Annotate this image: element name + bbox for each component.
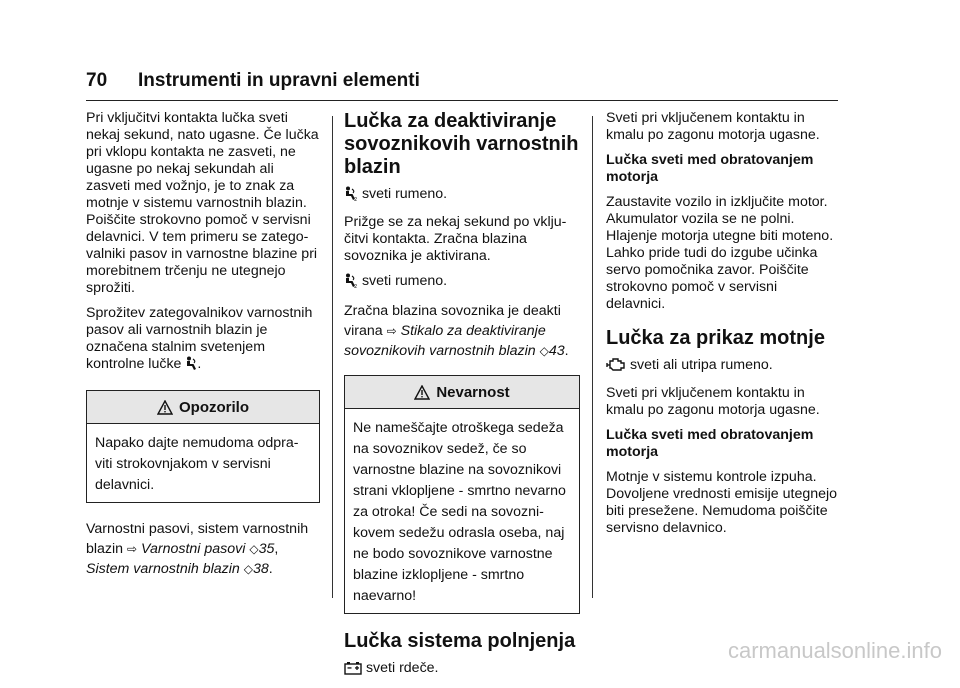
paragraph: Sprožitev zategovalnikov varnostnih pasov ali varnostnih blazin je označena stalnim svetenjem kontrolne lučke . <box>86 305 320 376</box>
watermark: carmanualsonline.info <box>727 638 942 663</box>
page-arrow-icon: ◇ <box>243 562 253 576</box>
paragraph: Sveti pri vključenem kontaktu in kmalu po zagonu motorja ugasne. <box>606 110 820 143</box>
column-divider <box>592 116 593 598</box>
column-divider <box>332 116 333 598</box>
svg-text:2: 2 <box>354 284 358 288</box>
subheading: Lučka sveti med obratovanjem motorja <box>606 427 814 460</box>
paragraph: sveti ali utripa rumeno. <box>606 357 840 377</box>
section-heading: Lučka za prikaz motnje <box>606 327 825 349</box>
passenger-airbag-icon <box>344 273 358 293</box>
airbag-seat-icon <box>185 356 197 376</box>
column-2 <box>344 110 580 688</box>
danger-box <box>344 375 580 614</box>
page-arrow-icon: ◇ <box>539 344 549 358</box>
paragraph: Zaustavite vozilo in izključite motor. Akumulator vozila se ne polni. Hlajenje motorja utegne biti moteno. Lahko pride tudi do izgube učinka servo pomočnika zavor. Poiščite strokovno pomoč v servisni delavnici. <box>606 194 834 312</box>
paragraph: 2 sveti rumeno. <box>344 273 580 293</box>
page-arrow-icon: ◇ <box>249 542 259 556</box>
column-3 <box>606 110 840 545</box>
danger-text: Ne nameščajte otroškega sedeža na sovoznikov sedež, če so varnostne blazine na sovoznikovi strani vklopljene - smrtno nevarno za otroka! Če sedi na sovoznikovem sedežu odrasla oseba, naj ne bodo sovoznikove varnostne blazine izklopljene - smrtno naevarno! <box>353 420 566 604</box>
reference-link[interactable]: Varnostni pasovi <box>141 541 246 557</box>
page-number: 70 <box>86 70 108 91</box>
page-reference[interactable]: 43 <box>548 343 565 359</box>
danger-header: Nevarnost <box>345 376 579 409</box>
engine-check-icon <box>606 357 626 377</box>
paragraph: Sveti pri vključenem kontaktu in kmalu po zagonu motorja ugasne. <box>606 385 820 418</box>
paragraph: Zračna blazina sovoznika je deakti virana ⇨ Stikalo za deaktiviranje sovoznikovih varnostnih blazin ◇43. <box>344 303 569 359</box>
reference-link[interactable]: Sistem varnostnih blazin <box>86 561 240 577</box>
paragraph: 2 sveti rumeno. <box>344 186 580 206</box>
paragraph: Prižge se za nekaj sekund po vključitvi kontakta. Zračna blazina sovoznika je aktivirana. <box>344 214 567 264</box>
page-reference[interactable]: 38 <box>252 561 269 577</box>
reference-arrow-icon: ⇨ <box>127 542 138 556</box>
svg-text:2: 2 <box>354 197 358 201</box>
page-header <box>86 70 838 101</box>
paragraph: sveti rdeče. <box>344 660 580 680</box>
paragraph: Varnostni pasovi, sistem varnostnih blazin ⇨ Varnostni pasovi ◇35, Sistem varnostnih blazin ◇38. <box>86 521 309 577</box>
warning-header: Opozorilo <box>87 391 319 424</box>
column-1 <box>86 110 320 587</box>
reference-arrow-icon: ⇨ <box>386 324 397 338</box>
warning-triangle-icon <box>414 385 430 400</box>
page-reference[interactable]: 35 <box>258 541 275 557</box>
section-heading: Lučka za deaktiviranje sovoznikovih varnostnih blazin <box>344 110 579 178</box>
paragraph: Pri vključitvi kontakta lučka sveti nekaj sekund, nato ugasne. Če lučka pri vklopu kontakta ne zasveti, ne ugasne po nekaj sekundah ali zasveti med vožnjo, je to znak za motnje v sistemu varnostnih blazin. Poiščite strokovno pomoč v servisni delavnici. V tem primeru se zategovalniki pasov in varnostne blazine pri morebitnem trčenju ne utegnejo sprožiti. <box>86 110 319 296</box>
subheading: Lučka sveti med obratovanjem motorja <box>606 152 814 185</box>
passenger-airbag-icon <box>344 186 358 206</box>
section-heading: Lučka sistema polnjenja <box>344 630 576 652</box>
paragraph: Motnje v sistemu kontrole izpuha. Dovoljene vrednosti emisije utegnejo biti presežene. Nemudoma poiščite servisno delavnico. <box>606 469 838 536</box>
page-title: Instrumenti in upravni elementi <box>138 70 420 91</box>
warning-text: Napako dajte nemudoma odpraviti strokovnjakom v servisni delavnici. <box>95 435 299 493</box>
battery-icon <box>344 661 362 680</box>
warning-box <box>86 390 320 503</box>
warning-triangle-icon <box>157 400 173 415</box>
reference-link[interactable]: Stikalo za deaktiviranje sovoznikovih varnostnih blazin <box>344 323 546 359</box>
